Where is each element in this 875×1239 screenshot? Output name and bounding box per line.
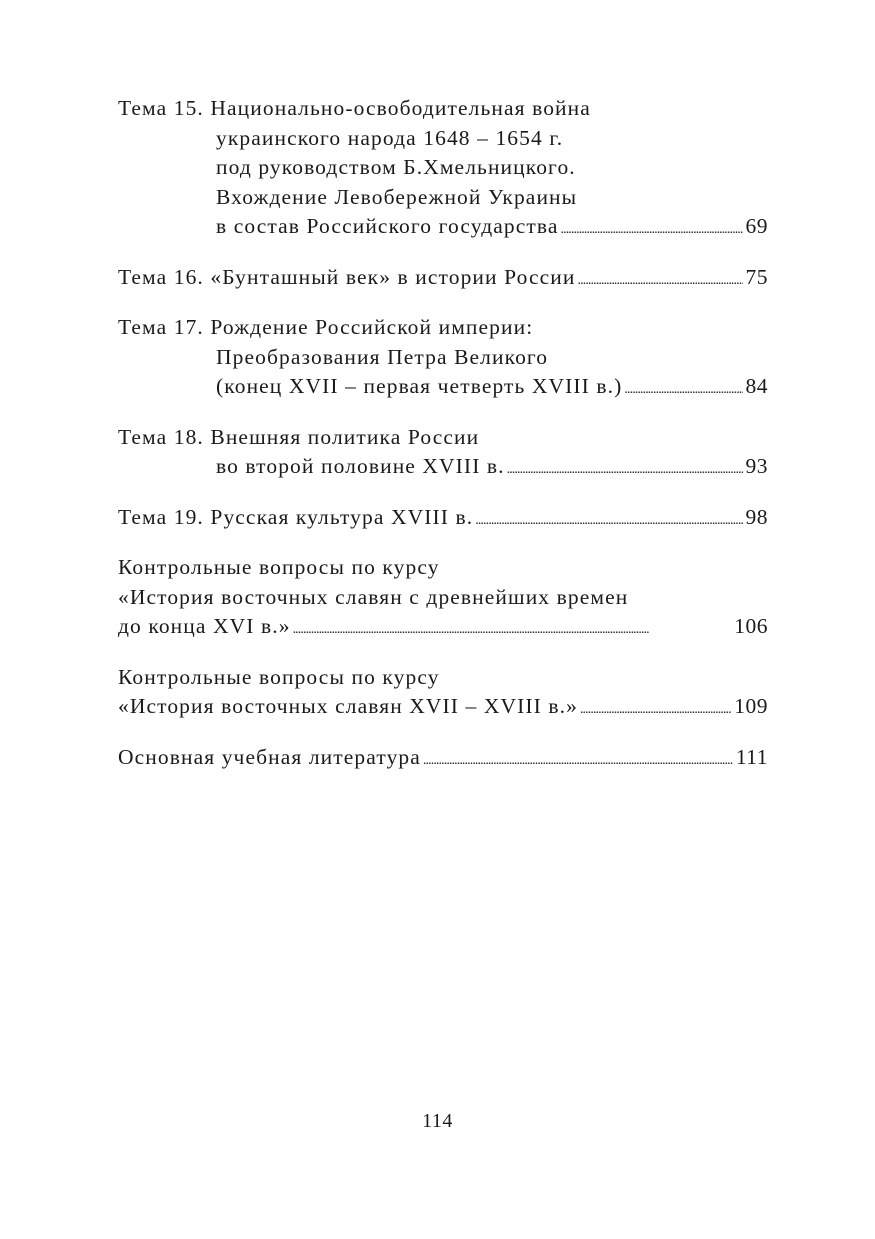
toc-entry-topic-19[interactable]: [118, 503, 768, 533]
toc-entry-title: Контрольные вопросы по курсу: [118, 555, 440, 579]
toc-entry-title: Контрольные вопросы по курсу: [118, 664, 440, 689]
toc-entry-title: в состав Российского государства: [216, 214, 559, 238]
dot-leader: [507, 455, 743, 485]
dot-leader: [423, 746, 733, 776]
toc-entry-title: до конца XVI в.»: [118, 614, 291, 638]
toc-entry-topic-17[interactable]: [118, 313, 768, 402]
toc-page-number: 84: [745, 374, 768, 398]
toc-page-number: 75: [745, 264, 768, 289]
dot-leader: [624, 375, 742, 405]
dot-leader: [293, 615, 732, 645]
toc-entry-title: Тема 17. Рождение Российской империи:: [118, 315, 534, 339]
toc-entry-title: «История восточных славян XVII – XVIII в.»: [118, 694, 578, 718]
toc-entry-last-line: [118, 372, 768, 402]
table-of-contents: [118, 94, 768, 793]
toc-entry-last-line: [118, 212, 768, 242]
toc-entry-control-questions-1[interactable]: [118, 553, 768, 642]
toc-entry-title: во второй половине XVIII в.: [216, 454, 505, 478]
toc-page-number: 69: [745, 214, 768, 238]
page-number: 114: [422, 1110, 453, 1132]
toc-entry-title: Тема 19. Русская культура XVIII в.: [118, 504, 474, 529]
toc-entry-topic-15[interactable]: [118, 94, 768, 242]
toc-entry-title: «История восточных славян с древнейших времен: [118, 584, 629, 609]
dot-leader: [580, 695, 731, 725]
toc-entry-title: Основная учебная литература: [118, 744, 421, 769]
toc-entry-last-line: [118, 692, 768, 722]
toc-entry-title: под руководством Б.Хмельницкого.: [216, 155, 576, 179]
dot-leader: [561, 215, 743, 245]
toc-page-number: 93: [745, 454, 768, 478]
toc-entry-title: Тема 15. Национально-освободительная война: [118, 96, 591, 120]
toc-entry-last-line: [118, 263, 768, 293]
toc-entry-literature[interactable]: [118, 743, 768, 773]
toc-entry-control-questions-2[interactable]: [118, 663, 768, 722]
toc-entry-last-line: [118, 503, 768, 533]
toc-page-number: 111: [735, 744, 768, 769]
toc-entry-last-line: [118, 452, 768, 482]
toc-entry-title: Преобразования Петра Великого: [216, 344, 549, 369]
toc-entry-topic-16[interactable]: [118, 263, 768, 293]
toc-page-number: 98: [745, 504, 768, 529]
dot-leader: [578, 266, 743, 296]
toc-entry-title: Тема 16. «Бунташный век» в истории России: [118, 264, 576, 289]
toc-entry-title: украинского народа 1648 – 1654 г.: [216, 125, 564, 150]
toc-entry-title: Тема 18. Внешняя политика России: [118, 424, 480, 449]
toc-entry-title: Вхождение Левобережной Украины: [216, 184, 578, 209]
toc-entry-topic-18[interactable]: [118, 423, 768, 482]
toc-page-number: 109: [734, 694, 768, 718]
toc-entry-last-line: [118, 612, 768, 642]
toc-entry-title: (конец XVII – первая четверть XVIII в.): [216, 374, 623, 398]
toc-page-number: 106: [734, 614, 768, 638]
toc-entry-last-line: [118, 743, 768, 773]
dot-leader: [475, 506, 742, 536]
